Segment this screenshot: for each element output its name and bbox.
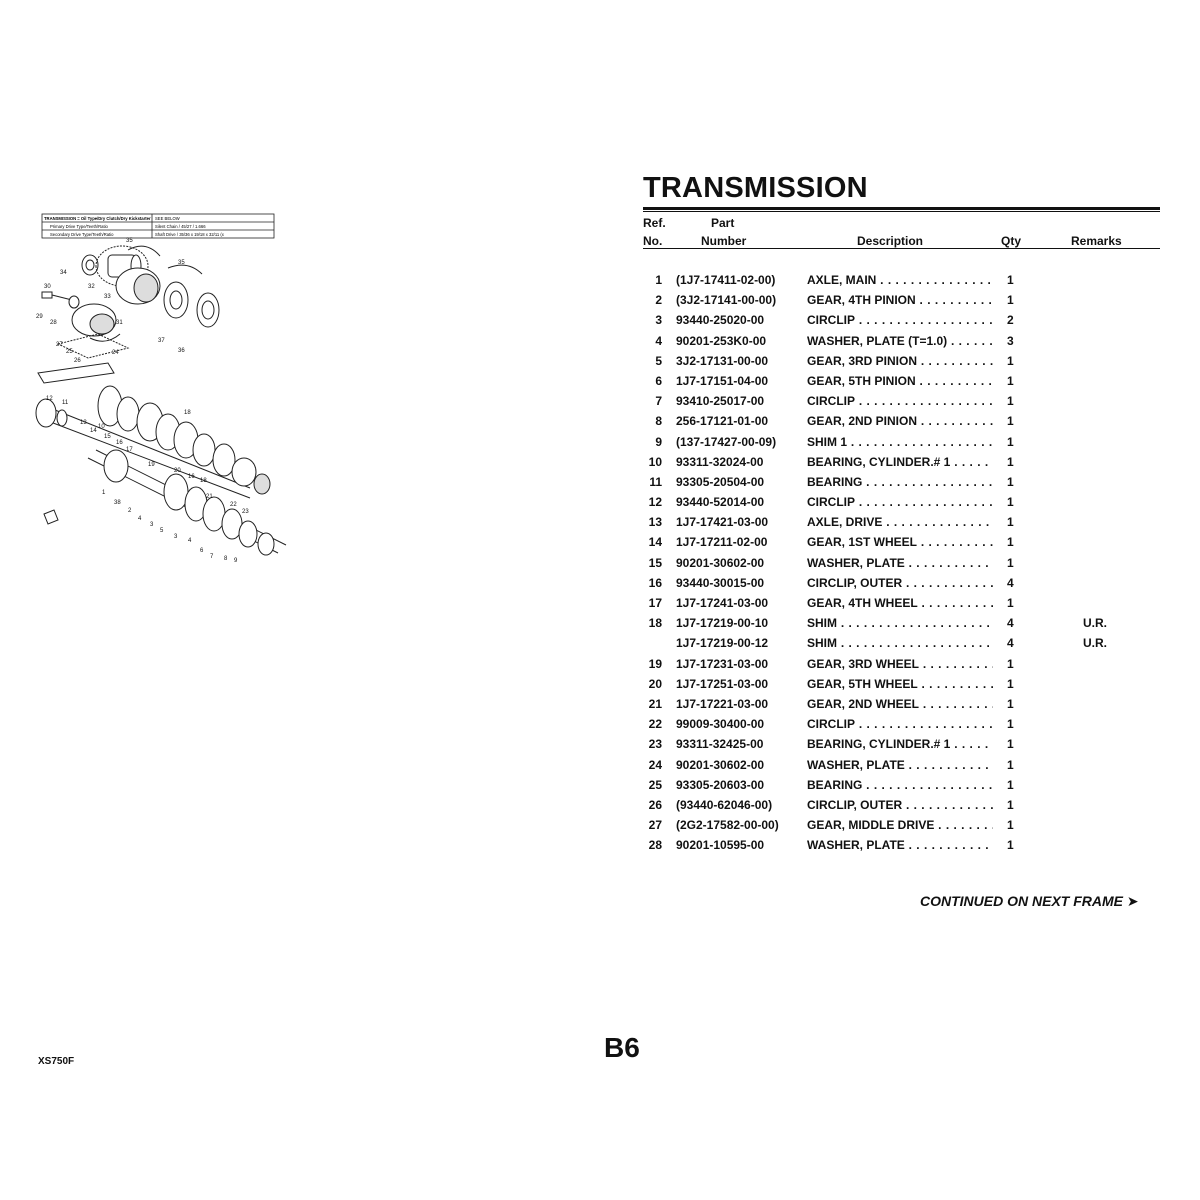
- ref-number: 22: [648, 717, 662, 732]
- callout-16b: 16: [188, 474, 195, 480]
- description: WASHER, PLATE (T=1.0) . . .: [807, 334, 993, 348]
- header-qty: Qty: [1001, 234, 1022, 248]
- header-part-line2: Number: [701, 234, 747, 248]
- title-rule-thin: [643, 211, 1160, 212]
- part-number: (137-17427-00-09): [676, 434, 777, 449]
- callout-29: 29: [36, 314, 43, 320]
- description: GEAR, 4TH PINION . . .: [807, 293, 993, 307]
- page-number: B6: [604, 1032, 640, 1063]
- spec-label-1: TRANSMISSION = Oil Type/Dry Clutch/Dry Kickstarter: [44, 216, 151, 221]
- callout-18: 18: [184, 410, 191, 416]
- callout-20: 20: [174, 468, 181, 474]
- parts-row: [643, 553, 1160, 573]
- ref-number: 13: [648, 515, 662, 530]
- quantity: 1: [1007, 696, 1014, 711]
- callout-35: 35: [126, 238, 133, 244]
- remarks: U.R.: [1083, 616, 1107, 631]
- callout-19: 19: [148, 462, 155, 468]
- quantity: 1: [1007, 515, 1014, 530]
- parts-row: [643, 492, 1160, 512]
- parts-row: [643, 734, 1160, 754]
- callout-2: 2: [128, 508, 132, 514]
- quantity: 1: [1007, 717, 1014, 732]
- model-code: XS750F: [38, 1056, 75, 1067]
- parts-row: [643, 512, 1160, 532]
- quantity: 4: [1007, 575, 1014, 590]
- header-remarks: Remarks: [1071, 234, 1122, 248]
- description: GEAR, 4TH WHEEL . . .: [807, 596, 993, 610]
- callout-1: 1: [102, 490, 106, 496]
- header-ref-line1: Ref.: [643, 216, 666, 230]
- parts-row: [643, 310, 1160, 330]
- part-number: 99009-30400-00: [676, 717, 765, 732]
- callout-27: 27: [56, 342, 63, 348]
- quantity: 1: [1007, 656, 1014, 671]
- quantity: 1: [1007, 293, 1014, 308]
- description: BEARING, CYLINDER.# 1 . . .: [807, 455, 993, 469]
- header-ref-line2: No.: [643, 234, 663, 248]
- part-number: 1J7-17231-03-00: [676, 656, 769, 671]
- part-number: 1J7-17421-03-00: [676, 515, 769, 530]
- callout-33: 33: [104, 294, 111, 300]
- callout-7: 7: [210, 554, 214, 560]
- callout-34: 34: [60, 270, 67, 276]
- part-number: 256-17121-01-00: [676, 414, 769, 429]
- ref-number: 17: [648, 596, 662, 610]
- part-number: 93311-32425-00: [676, 737, 764, 752]
- transmission-diagram-svg: [28, 208, 290, 578]
- ref-number: 8: [655, 414, 662, 429]
- callout-10: 10: [98, 424, 105, 430]
- quantity: 2: [1007, 313, 1014, 328]
- part-number: 93440-25020-00: [676, 313, 765, 328]
- callout-5: 5: [160, 528, 164, 534]
- part-number: 93305-20504-00: [676, 474, 765, 489]
- description: GEAR, 2ND WHEEL . . .: [807, 697, 993, 711]
- callout-24: 24: [112, 350, 119, 356]
- description: GEAR, MIDDLE DRIVE . . .: [807, 818, 993, 832]
- callout-28: 28: [50, 320, 57, 326]
- ref-number: 21: [648, 696, 662, 711]
- callout-26: 26: [74, 358, 81, 364]
- description: BEARING . . .: [807, 475, 993, 489]
- part-number: 90201-10595-00: [676, 838, 765, 853]
- quantity: 1: [1007, 676, 1014, 691]
- callout-16: 16: [116, 440, 123, 446]
- description: GEAR, 3RD PINION . . .: [807, 354, 993, 368]
- description: SHIM . . .: [807, 636, 993, 650]
- quantity: 1: [1007, 273, 1014, 287]
- callout-23: 23: [242, 509, 249, 515]
- parts-list: [643, 270, 1160, 855]
- ref-number: 18: [648, 616, 662, 631]
- part-number: 1J7-17151-04-00: [676, 373, 769, 388]
- spec-value-1: SEE BELOW: [155, 216, 180, 221]
- quantity: 1: [1007, 555, 1014, 570]
- description: SHIM 1 . . .: [807, 435, 993, 449]
- parts-row: [643, 633, 1160, 653]
- middle-drive-gear-illustration: [42, 246, 219, 358]
- ref-number: 10: [648, 454, 662, 469]
- part-number: (1J7-17411-02-00): [676, 273, 776, 287]
- ref-number: 1: [655, 273, 662, 287]
- quantity: 1: [1007, 373, 1014, 388]
- parts-row: [643, 270, 1160, 290]
- callout-6: 6: [200, 548, 204, 554]
- header-description: Description: [857, 234, 924, 248]
- part-number: 90201-30602-00: [676, 555, 765, 570]
- parts-row: [643, 351, 1160, 371]
- exploded-parts-diagram: [28, 208, 290, 578]
- ref-number: 23: [648, 737, 662, 752]
- ref-number: 19: [648, 656, 662, 671]
- quantity: 1: [1007, 353, 1014, 368]
- description: CIRCLIP . . .: [807, 717, 993, 731]
- parts-row: [643, 654, 1160, 674]
- parts-row: [643, 290, 1160, 310]
- description: BEARING, CYLINDER.# 1 . . .: [807, 737, 993, 751]
- parts-row: [643, 532, 1160, 552]
- part-number: 93440-30015-00: [676, 575, 765, 590]
- ref-number: 12: [648, 495, 662, 510]
- callout-37: 37: [158, 338, 165, 344]
- quantity: 1: [1007, 818, 1014, 833]
- part-number: 1J7-17221-03-00: [676, 696, 769, 711]
- description: SHIM . . .: [807, 616, 993, 630]
- parts-row: [643, 613, 1160, 633]
- part-number: 90201-30602-00: [676, 757, 765, 772]
- spec-label-3: Secondary Drive Type/Teeth/Ratio: [50, 232, 114, 237]
- callout-32: 32: [88, 284, 95, 290]
- parts-row: [643, 815, 1160, 835]
- part-number: (93440-62046-00): [676, 797, 773, 812]
- parts-row: [643, 795, 1160, 815]
- ref-number: 15: [648, 555, 662, 570]
- description: WASHER, PLATE . . .: [807, 758, 993, 772]
- ref-number: 24: [648, 757, 662, 772]
- ref-number: 4: [655, 333, 662, 348]
- quantity: 1: [1007, 737, 1014, 752]
- parts-row: [643, 593, 1160, 613]
- description: CIRCLIP . . .: [807, 394, 993, 408]
- callout-4b: 4: [188, 538, 192, 544]
- part-number: 1J7-17241-03-00: [676, 596, 769, 610]
- continued-note: CONTINUED ON NEXT FRAME ➤: [920, 893, 1139, 909]
- quantity: 1: [1007, 495, 1014, 510]
- parts-row: [643, 452, 1160, 472]
- callout-8: 8: [224, 556, 228, 562]
- ref-number: 3: [655, 313, 662, 328]
- ref-number: 25: [648, 777, 662, 792]
- parts-row: [643, 331, 1160, 351]
- description: CIRCLIP . . .: [807, 495, 993, 509]
- description: AXLE, MAIN . . .: [807, 273, 993, 287]
- part-number: 90201-253K0-00: [676, 333, 767, 348]
- ref-number: 11: [649, 474, 662, 489]
- description: CIRCLIP . . .: [807, 313, 993, 327]
- parts-row: [643, 835, 1160, 855]
- quantity: 1: [1007, 394, 1014, 409]
- callout-13: 13: [80, 420, 87, 426]
- description: GEAR, 1ST WHEEL . . .: [807, 535, 993, 549]
- header-rule: [643, 248, 1160, 249]
- part-number: 1J7-17211-02-00: [676, 535, 768, 550]
- callout-36: 36: [178, 348, 185, 354]
- ref-number: 16: [648, 575, 662, 590]
- part-number: (2G2-17582-00-00): [676, 818, 779, 833]
- parts-row: [643, 391, 1160, 411]
- part-number: 93410-25017-00: [676, 394, 765, 409]
- callout-11: 11: [62, 400, 69, 406]
- parts-row: [643, 432, 1160, 452]
- ref-number: 20: [648, 676, 662, 691]
- ref-number: 9: [655, 434, 662, 449]
- ref-number: 28: [648, 838, 662, 853]
- remarks: U.R.: [1083, 636, 1107, 651]
- callout-3: 3: [150, 522, 154, 528]
- parts-row: [643, 472, 1160, 492]
- callout-17: 17: [126, 447, 133, 453]
- part-number: 93305-20603-00: [676, 777, 765, 792]
- callout-14: 14: [90, 428, 97, 434]
- main-axle-illustration: [36, 363, 270, 498]
- title-rule-thick: [643, 207, 1160, 210]
- parts-row: [643, 755, 1160, 775]
- callout-15: 15: [104, 434, 111, 440]
- ref-number: 7: [655, 394, 662, 409]
- callout-12: 12: [46, 396, 53, 402]
- ref-number: 2: [655, 293, 662, 308]
- quantity: 4: [1007, 636, 1014, 651]
- quantity: 1: [1007, 757, 1014, 772]
- parts-row: [643, 694, 1160, 714]
- ref-number: 5: [655, 353, 662, 368]
- quantity: 4: [1007, 616, 1014, 631]
- ref-number: 27: [648, 818, 662, 833]
- ref-number: 6: [655, 373, 662, 388]
- quantity: 1: [1007, 454, 1014, 469]
- description: GEAR, 5TH WHEEL . . .: [807, 677, 993, 691]
- callout-25: 25: [66, 349, 73, 355]
- header-part-line1: Part: [711, 216, 735, 230]
- description: BEARING . . .: [807, 778, 993, 792]
- quantity: 1: [1007, 535, 1014, 550]
- callout-21: 21: [206, 494, 213, 500]
- description: CIRCLIP, OUTER . . .: [807, 798, 993, 812]
- description: AXLE, DRIVE . . .: [807, 515, 993, 529]
- quantity: 1: [1007, 414, 1014, 429]
- callout-35b: 35: [178, 260, 185, 266]
- description: GEAR, 2ND PINION . . .: [807, 414, 993, 428]
- quantity: 1: [1007, 434, 1014, 449]
- description: CIRCLIP, OUTER . . .: [807, 576, 993, 590]
- description: GEAR, 5TH PINION . . .: [807, 374, 993, 388]
- spec-label-2: Primary Drive Type/Teeth/Ratio: [50, 224, 108, 229]
- page-title: TRANSMISSION: [643, 172, 868, 204]
- callout-38: 38: [114, 500, 121, 506]
- part-number: 93440-52014-00: [676, 495, 765, 510]
- ref-number: 26: [648, 797, 662, 812]
- quantity: 1: [1007, 797, 1014, 812]
- parts-row: [643, 371, 1160, 391]
- parts-row: [643, 775, 1160, 795]
- callout-18b: 18: [200, 478, 207, 484]
- quantity: 1: [1007, 777, 1014, 792]
- part-number: (3J2-17141-00-00): [676, 293, 777, 308]
- quantity: 1: [1007, 474, 1014, 489]
- callout-4: 4: [138, 516, 142, 522]
- quantity: 1: [1007, 838, 1014, 853]
- callout-9: 9: [234, 558, 238, 564]
- callout-30: 30: [44, 284, 51, 290]
- part-number: 3J2-17131-00-00: [676, 353, 769, 368]
- callout-3b: 3: [174, 534, 178, 540]
- part-number: 1J7-17219-00-12: [676, 636, 769, 651]
- quantity: 3: [1007, 333, 1014, 348]
- description: WASHER, PLATE . . .: [807, 838, 993, 852]
- part-number: 1J7-17251-03-00: [676, 676, 769, 691]
- parts-row: [643, 674, 1160, 694]
- part-number: 1J7-17219-00-10: [676, 616, 769, 631]
- callout-22: 22: [230, 502, 237, 508]
- description: GEAR, 3RD WHEEL . . .: [807, 657, 993, 671]
- spec-value-2: Silent Chain / 45/27 / 1.666: [155, 224, 206, 229]
- parts-row: [643, 411, 1160, 431]
- parts-row: [643, 573, 1160, 593]
- description: WASHER, PLATE . . .: [807, 556, 993, 570]
- parts-row: [643, 714, 1160, 734]
- quantity: 1: [1007, 596, 1014, 610]
- callout-31: 31: [116, 320, 123, 326]
- part-number: 93311-32024-00: [676, 454, 764, 469]
- spec-value-3: Shaft Drive / 35/36 x 19/18 x 32/11 (x: [155, 232, 224, 237]
- ref-number: 14: [648, 535, 662, 550]
